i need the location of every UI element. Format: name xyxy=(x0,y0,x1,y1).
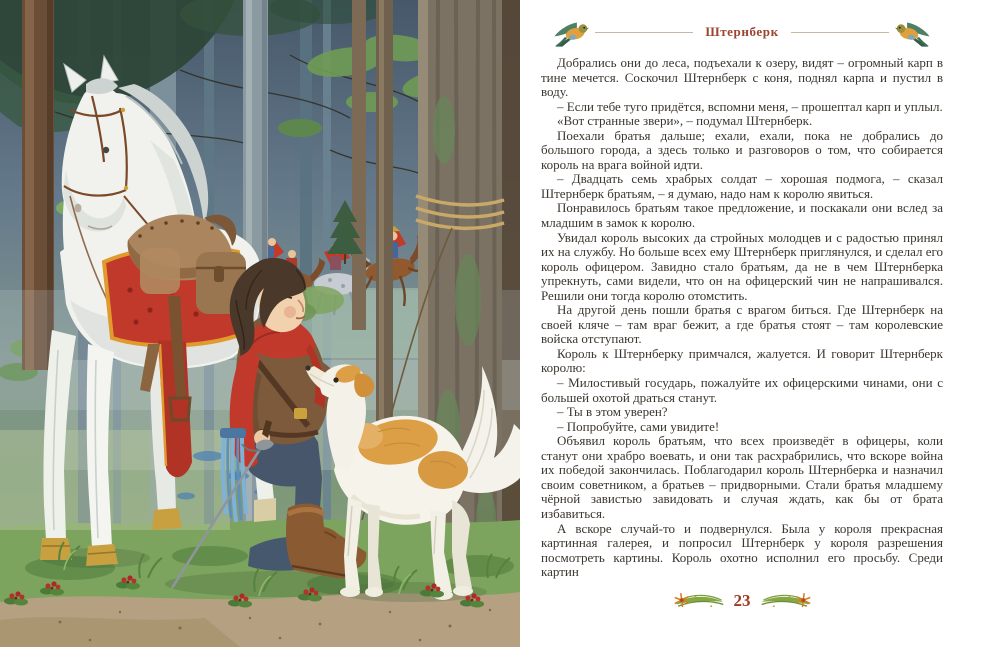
page-number: 23 xyxy=(733,591,751,610)
story-paragraph: – Попробуйте, сами увидите! xyxy=(557,418,720,434)
bird-icon xyxy=(551,17,589,47)
story-paragraph: На другой день пошли братья с врагом биться. Где Штернберк на своей кляче – там враг бежит, а где братья стоят – там королевские войска отступают. xyxy=(541,302,943,347)
bird-icon xyxy=(895,17,933,47)
story-paragraph: Король к Штернберку примчался, жалуется. И говорит Штернберк королю: xyxy=(541,345,943,376)
story-paragraph: – Милостивый государь, пожалуйте их офицерскими чинами, они с большей охотой драться станут. xyxy=(541,375,943,405)
chapter-header xyxy=(551,14,933,50)
page-footer xyxy=(541,590,943,612)
leaf-star-ornament-icon xyxy=(760,590,812,612)
story-text xyxy=(541,56,943,580)
header-rule-right xyxy=(791,32,889,33)
chapter-title: Штернберк xyxy=(705,24,779,39)
story-paragraph: А вскоре случай-то и подвернулся. Была у короля прекрасная картинная галерея, и попросил Штернберк у короля разрешения посмотреть картины. Король охотно исполнил его просьбу. Среди картин xyxy=(541,520,943,580)
story-paragraph: – Если тебе туго придётся, вспомни меня, – прошептал карп и уплыл. xyxy=(557,98,943,114)
story-paragraph: Объявил король братьям, что всех произведёт в офицеры, коли станут они храбро воевать, и они так расхрабрились, что вскоре война их победой закончилась. Поблагодарил король Штернберка и назначил своим советником, а братьев – придворными. Стали братья младшему чёрной завистью завидовать и случая ждать, как бы от брата избавиться. xyxy=(541,433,943,521)
story-paragraph: Понравилось братьям такое предложение, и поскакали они вслед за младшим в замок к королю. xyxy=(541,200,943,231)
text-page xyxy=(541,0,943,647)
story-paragraph: Увидал король высоких да стройных молодцев и с радостью принял их на службу. Но больше всех ему Штернберк приглянулся, и сделал его король офицером. Завидно стало братьям, да не в чем Штернберка упрекнуть, сами видели, что он на офицерский чин не напрашивался. Решили они тогда королю отомстить. xyxy=(541,229,943,303)
header-rule-left xyxy=(595,32,693,33)
leaf-star-ornament-icon xyxy=(673,590,725,612)
story-paragraph: Добрались они до леса, подъехали к озеру, видят – огромный карп в тине мечется. Соскочил Штернберк с коня, поднял карпа и пустил в воду. xyxy=(541,55,943,100)
story-paragraph: – Ты в этом уверен? xyxy=(557,404,668,420)
story-paragraph: «Вот странные звери», – подумал Штернберк. xyxy=(557,113,813,129)
story-paragraph: – Двадцать семь храбрых солдат – хорошая подмога, – сказал Штернберк братьям, – я думаю, надо нам к королю явиться. xyxy=(541,171,943,201)
story-paragraph: Поехали братья дальше; ехали, ехали, пока не добрались до большого города, а здесь только и разговоров о том, что собирается король на врага войной идти. xyxy=(541,127,943,172)
